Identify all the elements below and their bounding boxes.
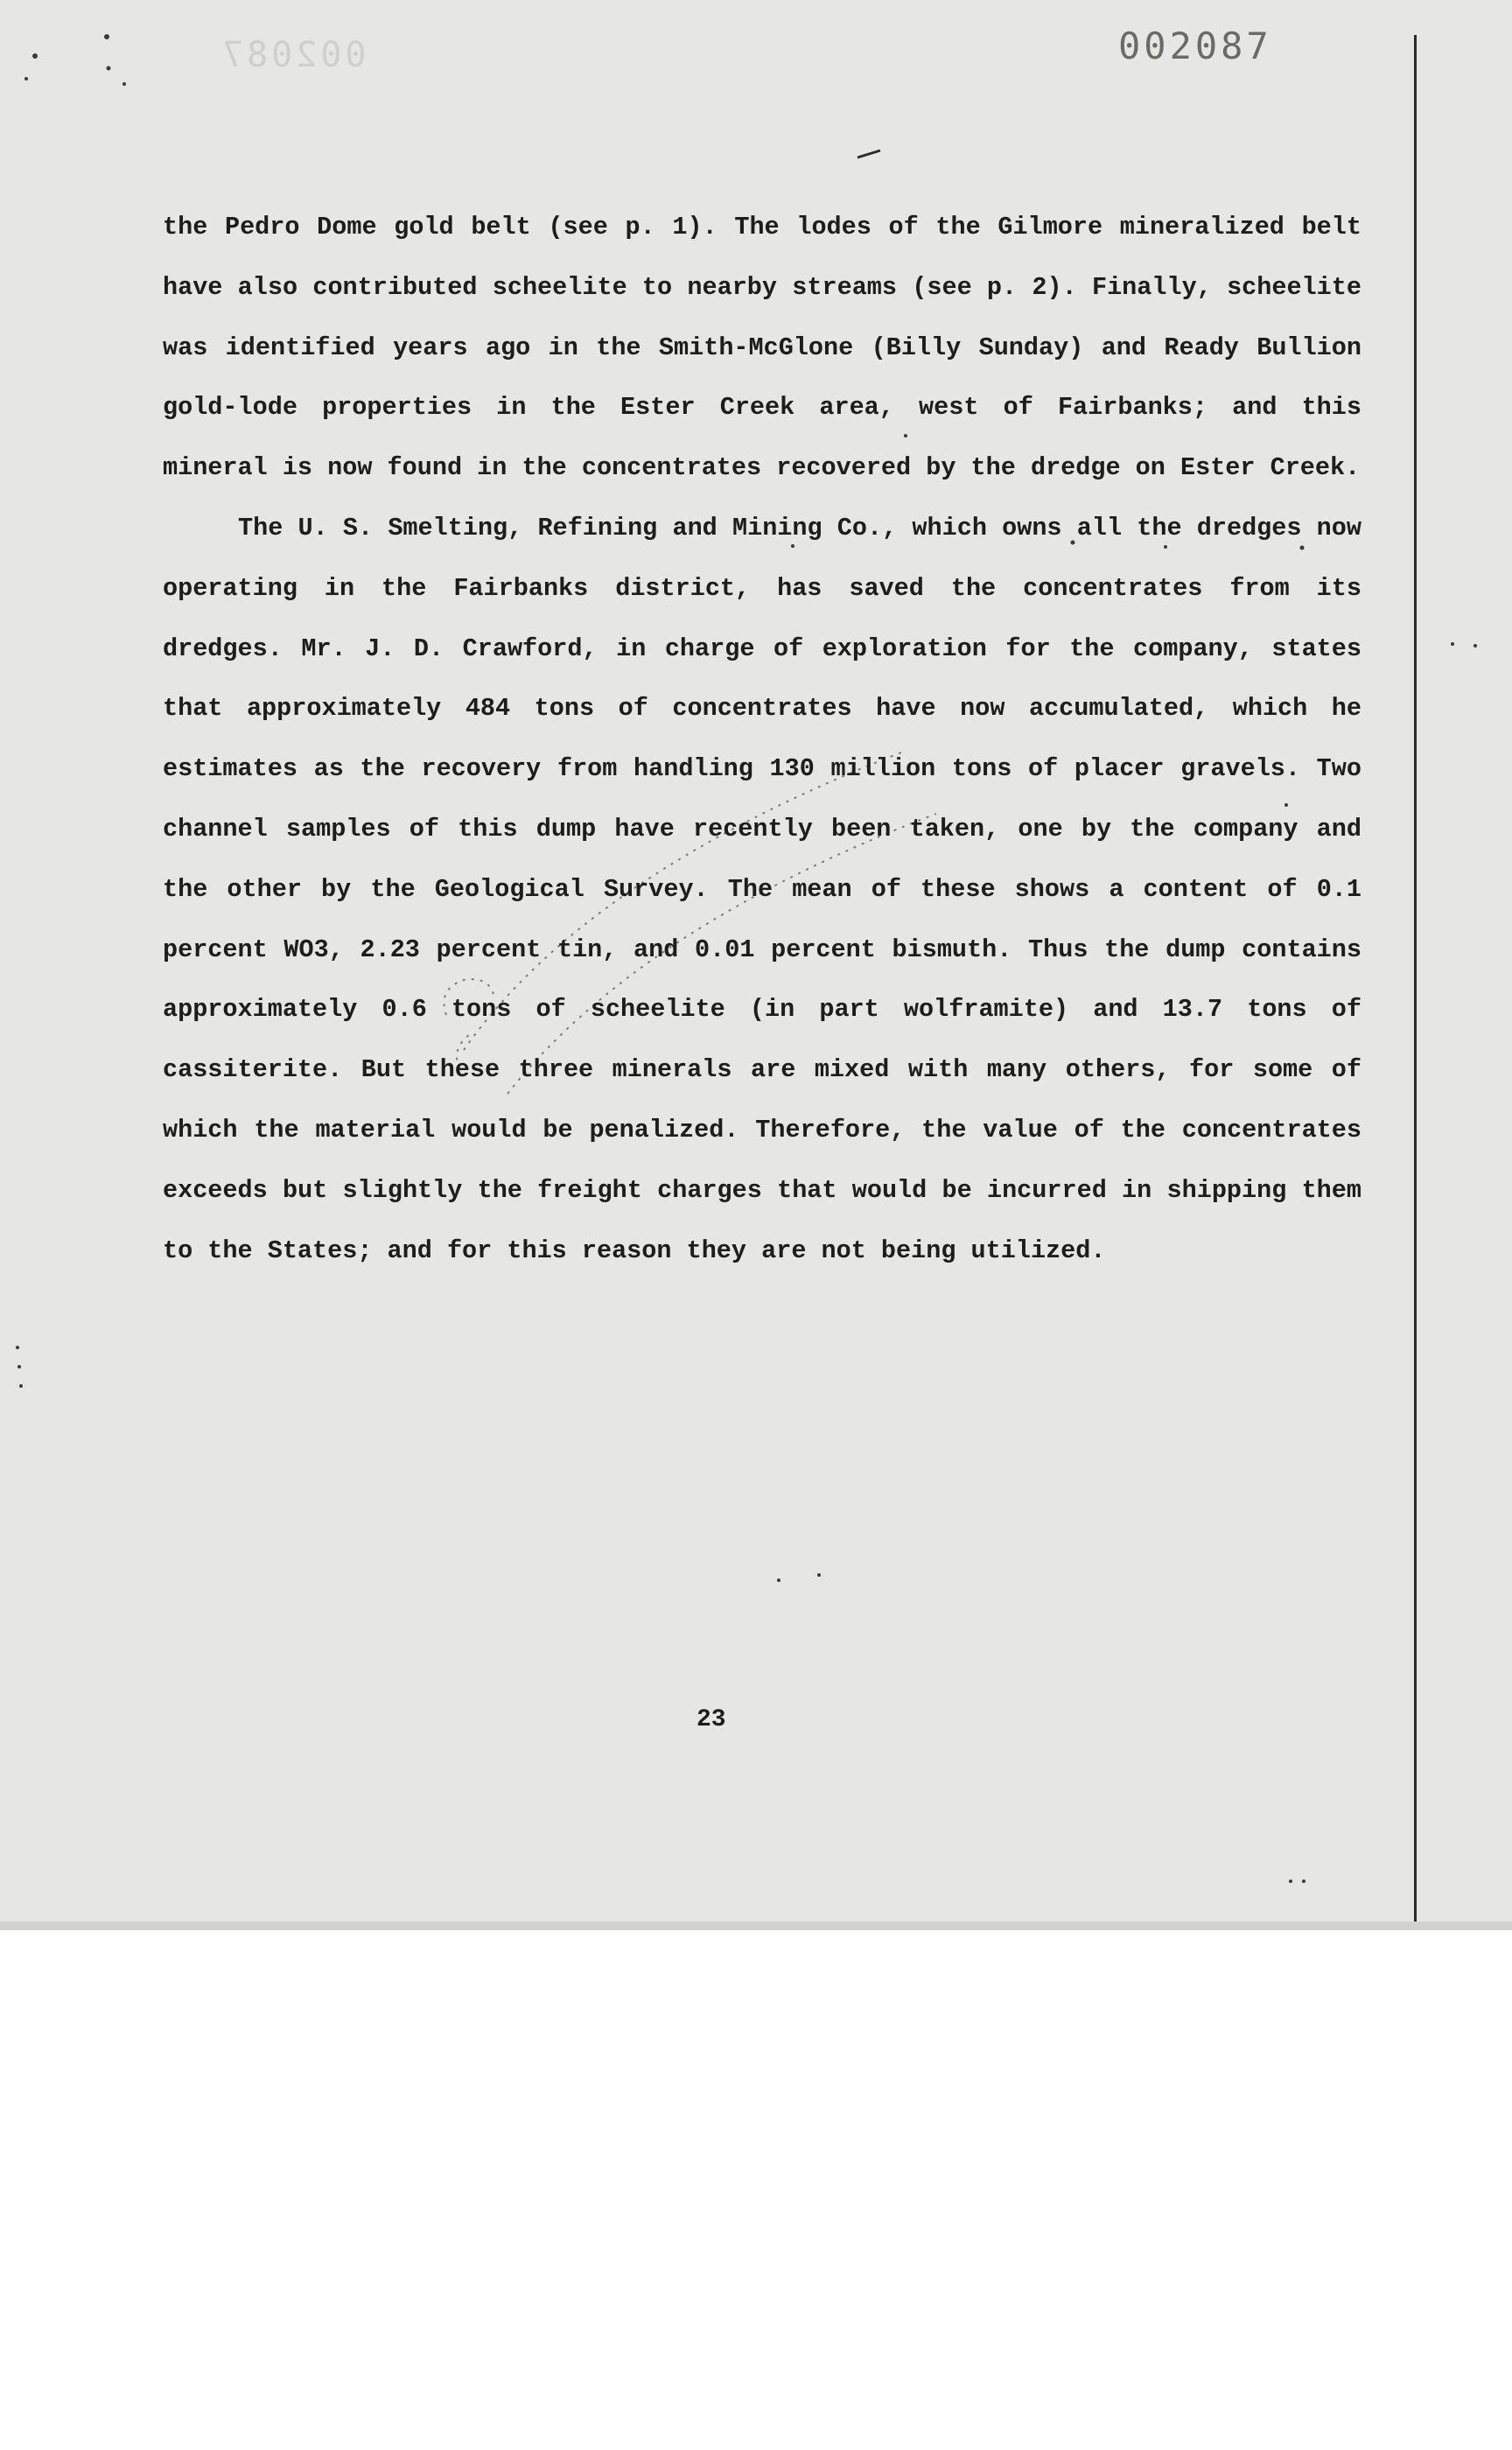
paragraph-1: the Pedro Dome gold belt (see p. 1). The lodes of the Gilmore mineralized belt have also contributed scheelite to nearby streams (see p. 2). Finally, scheelite was identified years ago in the Smith-McGlone (Billy Sunday) and Ready Bullion gold-lode properties in the Ester Creek area, west of Fairbanks; and this mineral is now found in the concentrates recovered by the dredge on Ester Creek. <box>163 213 1362 483</box>
paragraph-2: The U. S. Smelting, Refining and Mining Co., which owns all the dredges now operating in the Fairbanks district, has saved the concentrates from its dredges. Mr. J. D. Crawford, in charge of exploration for the company, states that approximately 484 tons of concentrates have now accumulated, which he estimates as the recovery from handling 130 million tons of placer gravels. Two channel samples of this dump have recently been taken, one by the company and the other by the Geological Survey. The mean of these shows a content of 0.1 percent WO3, 2.23 percent tin, and 0.01 percent bismuth. Thus the dump contains approximately 0.6 tons of scheelite (in part wolframite) and 13.7 tons of cassiterite. But these three minerals are mixed with many others, for some of which the material would be penalized. Therefore, the value of the concentrates exceeds but slightly the freight charges that would be incurred in shipping them to the States; and for this reason they are not being utilized. <box>163 513 1362 1265</box>
document-number: 002087 <box>1118 24 1272 67</box>
page-number: 23 <box>696 1706 726 1733</box>
page-bottom-edge <box>0 1922 1512 1930</box>
bleed-through-number: 002087 <box>219 35 367 75</box>
right-margin-rule <box>1414 35 1417 1930</box>
body-text <box>163 198 1362 1281</box>
